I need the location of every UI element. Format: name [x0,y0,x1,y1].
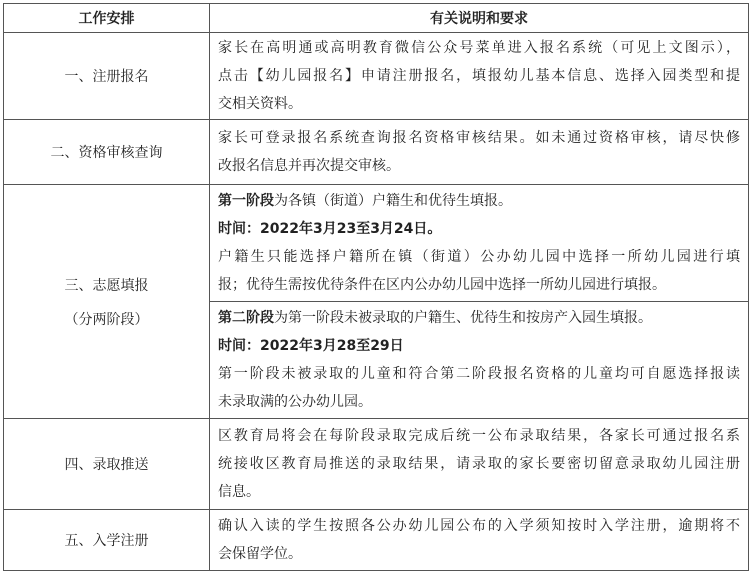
step-qualification-check: 二、资格审核查询 [4,120,210,185]
table-row [4,120,749,185]
phase1-title-rest: 为各镇（街道）户籍生和优待生填报。 [274,193,512,209]
description-line: 家长可登录报名系统查询报名资格审核结果。如未通过资格审核，请尽快修 [218,130,740,146]
description-line: 会保留学位。 [218,546,302,562]
description-line: 统接收区教育局推送的录取结果，请录取的家长要密切留意录取幼儿园注册 [218,456,740,472]
phase1-title: 第一阶段 [218,193,274,209]
step-admission-push-description [210,419,749,510]
table-row [4,419,749,510]
description-line: 区教育局将会在每阶段录取完成后统一公布录取结果，各家长可通过报名系 [218,428,740,444]
phase1-description [210,185,749,302]
step-enrollment-registration: 五、入学注册 [4,510,210,571]
description-line: 报；优待生需按优待条件在区内公办幼儿园中选择一所幼儿园进行填报。 [218,277,666,293]
table-row [4,185,749,302]
phase1-time: 时间：2022年3月23至3月24日。 [218,221,442,237]
phase2-title-rest: 为第一阶段未被录取的户籍生、优待生和按房产入园生填报。 [274,310,652,326]
description-line: 第一阶段未被录取的儿童和符合第二阶段报名资格的儿童均可自愿选择报读 [218,366,740,382]
step-admission-push: 四、录取推送 [4,419,210,510]
description-line: 改报名信息并再次提交审核。 [218,158,400,174]
description-line: 点击【幼儿园报名】申请注册报名，填报幼儿基本信息、选择入园类型和提 [218,68,740,84]
description-line: 交相关资料。 [218,96,302,112]
header-description-requirements: 有关说明和要求 [210,4,749,33]
phase2-title-line [218,304,740,332]
table-row [4,33,749,120]
phase2-title: 第二阶段 [218,310,274,326]
description-line: 未录取满的公办幼儿园。 [218,394,372,410]
description-line: 确认入读的学生按照各公办幼儿园公布的入学须知按时入学注册，逾期将不 [218,518,740,534]
description-line: 户籍生只能选择户籍所在镇（街道）公办幼儿园中选择一所幼儿园进行填 [218,249,740,265]
phase1-title-line [218,187,740,215]
phase2-time: 时间：2022年3月28至29日 [218,338,404,354]
table-header-row [4,4,749,33]
step-qualification-check-description [210,120,749,185]
enrollment-schedule-table [3,3,749,571]
step-preference-title: 三、志愿填报 [64,277,149,294]
step-preference-filling [4,185,210,419]
step-preference-subtitle: （分两阶段） [64,311,149,328]
phase2-description [210,302,749,419]
step-enrollment-registration-description [210,510,749,571]
header-work-arrangement: 工作安排 [4,4,210,33]
description-line: 信息。 [218,484,260,500]
description-line: 家长在高明通或高明教育微信公众号菜单进入报名系统（可见上文图示）， [218,40,740,56]
table-row [4,510,749,571]
step-register-description [210,33,749,120]
step-register: 一、注册报名 [4,33,210,120]
